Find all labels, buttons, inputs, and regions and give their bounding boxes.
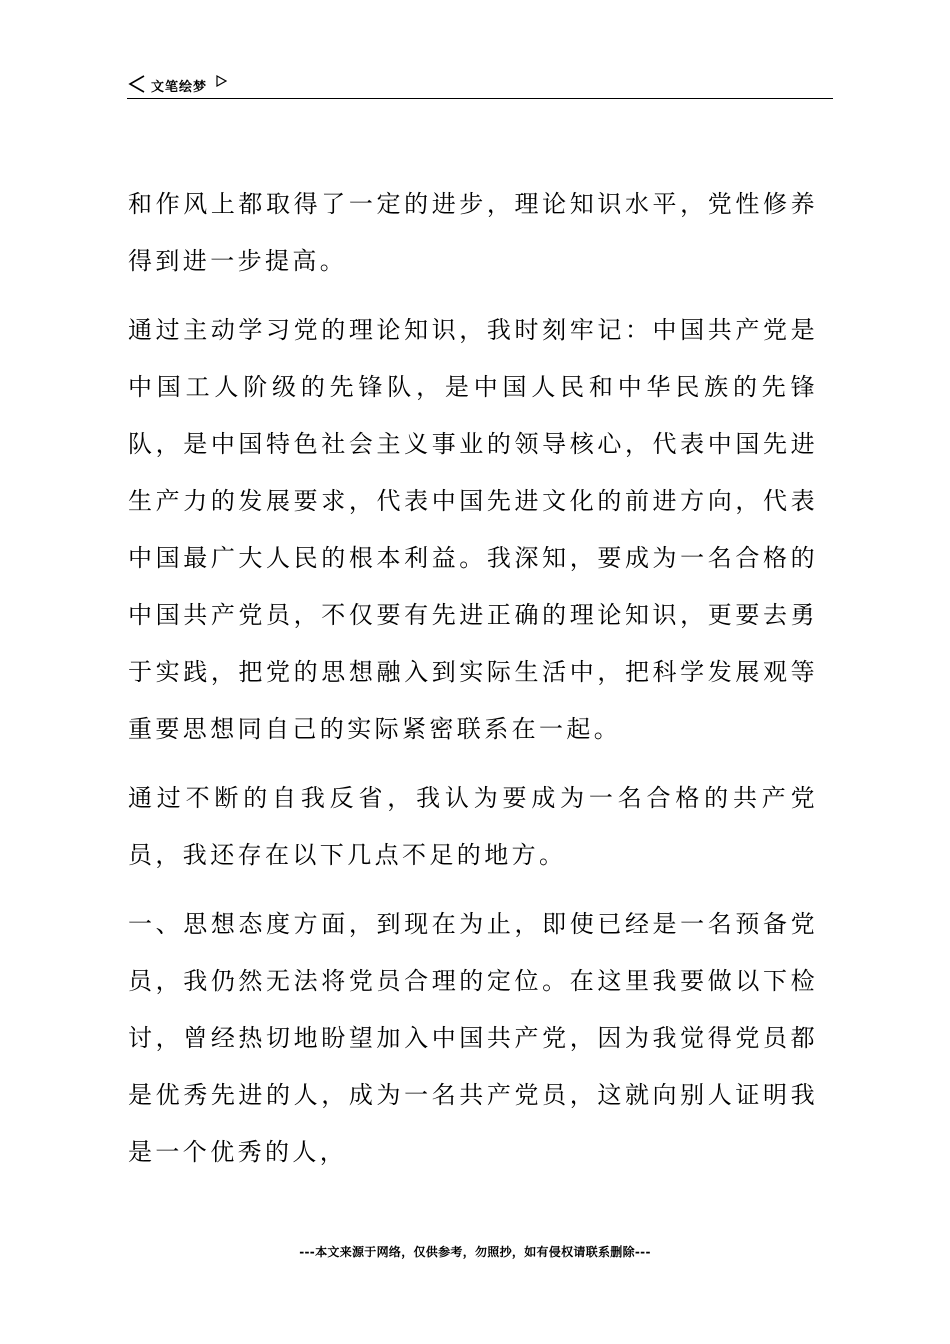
document-body bbox=[128, 176, 818, 1181]
paragraph-1: 和作风上都取得了一定的进步，理论知识水平，党性修养得到进一步提高。 bbox=[128, 190, 818, 275]
paragraph-4: 一、思想态度方面，到现在为止，即使已经是一名预备党员，我仍然无法将党员合理的定位。在这里我要做以下检讨，曾经热切地盼望加入中国共产党，因为我觉得党员都是优秀先进的人，成为一名共产党员，这就向别人证明我是一个优秀的人， bbox=[128, 910, 818, 1166]
page-header bbox=[127, 70, 833, 99]
left-triangle-icon bbox=[127, 74, 147, 94]
paragraph-3: 通过不断的自我反省，我认为要成为一名合格的共产党员，我还存在以下几点不足的地方。 bbox=[128, 784, 818, 869]
footer-disclaimer: ---本文来源于网络，仅供参考，勿照抄，如有侵权请联系删除--- bbox=[299, 1245, 651, 1259]
right-triangle-icon bbox=[215, 75, 227, 87]
paragraph-2: 通过主动学习党的理论知识，我时刻牢记：中国共产党是中国工人阶级的先锋队，是中国人民和中华民族的先锋队，是中国特色社会主义事业的领导核心，代表中国先进生产力的发展要求，代表中国先进文化的前进方向，代表中国最广大人民的根本利益。我深知，要成为一名合格的中国共产党员，不仅要有先进正确的理论知识，更要去勇于实践，把党的思想融入到实际生活中，把科学发展观等重要思想同自己的实际紧密联系在一起。 bbox=[128, 316, 818, 743]
brand-title: 文笔绘梦 bbox=[151, 80, 208, 95]
